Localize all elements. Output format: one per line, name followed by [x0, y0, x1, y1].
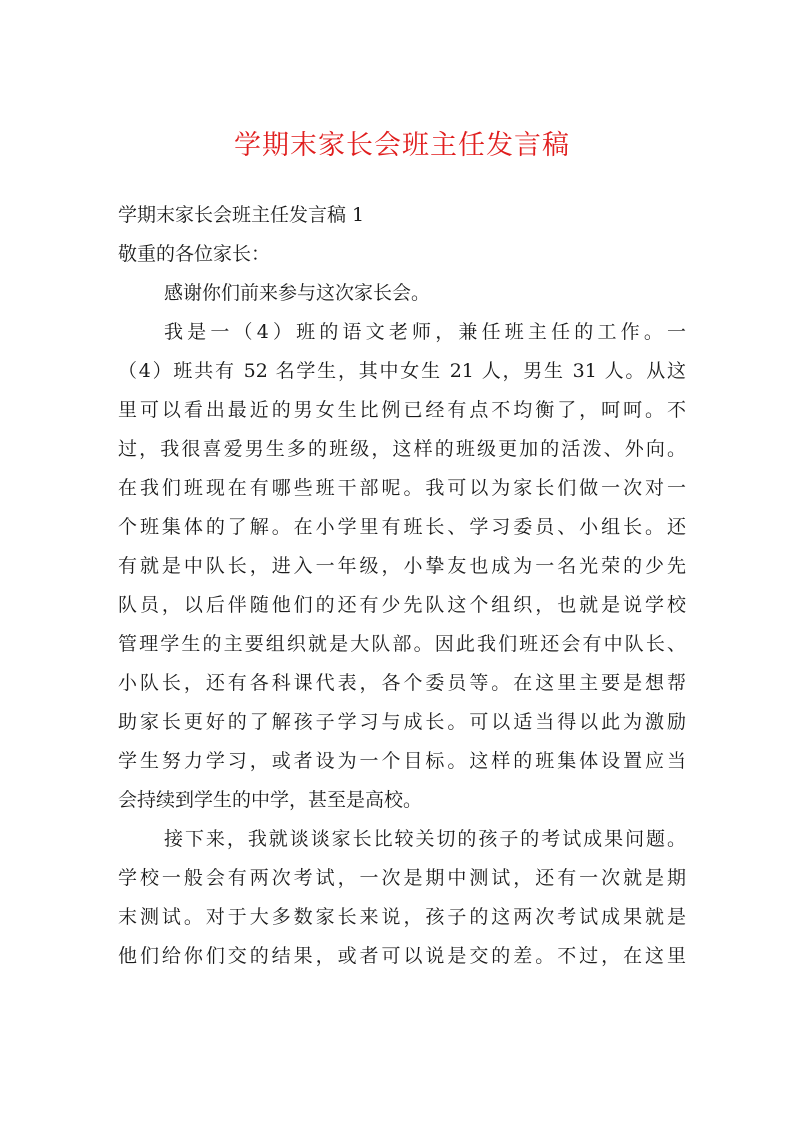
body-line: 接下来，我就谈谈家长比较关切的孩子的考试成果问题。	[164, 828, 686, 850]
body-line: （4）班共有 52 名学生，其中女生 21 人，男生 31 人。从这	[118, 360, 686, 382]
body-line: 有就是中队长，进入一年级，小挚友也成为一名光荣的少先	[118, 555, 686, 577]
body-line: 在我们班现在有哪些班干部呢。我可以为家长们做一次对一	[118, 477, 686, 499]
body-line: 他们给你们交的结果，或者可以说是交的差。不过，在这里	[118, 945, 686, 967]
body-line: 管理学生的主要组织就是大队部。因此我们班还会有中队长、	[118, 633, 686, 655]
body-line: 学生努力学习，或者设为一个目标。这样的班集体设置应当	[118, 750, 686, 772]
body-line: 学校一般会有两次考试，一次是期中测试，还有一次就是期	[118, 867, 686, 889]
body-line: 里可以看出最近的男女生比例已经有点不均衡了，呵呵。不	[118, 399, 686, 421]
body-line: 助家长更好的了解孩子学习与成长。可以适当得以此为激励	[118, 711, 686, 733]
document-body	[118, 196, 686, 976]
body-line: 学期末家长会班主任发言稿 1	[118, 204, 365, 226]
body-line: 感谢你们前来参与这次家长会。	[164, 282, 431, 304]
body-line: 队员，以后伴随他们的还有少先队这个组织，也就是说学校	[118, 594, 686, 616]
document-title: 学期末家长会班主任发言稿	[234, 130, 570, 161]
body-line: 过，我很喜爱男生多的班级，这样的班级更加的活泼、外向。	[118, 438, 686, 460]
body-line: 会持续到学生的中学，甚至是高校。	[118, 789, 423, 811]
body-line: 小队长，还有各科课代表，各个委员等。在这里主要是想帮	[118, 672, 686, 694]
body-line: 我是一（4）班的语文老师，兼任班主任的工作。一	[164, 321, 686, 343]
body-line: 敬重的各位家长：	[118, 243, 271, 265]
body-line: 末测试。对于大多数家长来说，孩子的这两次考试成果就是	[118, 906, 686, 928]
body-line: 个班集体的了解。在小学里有班长、学习委员、小组长。还	[118, 516, 686, 538]
